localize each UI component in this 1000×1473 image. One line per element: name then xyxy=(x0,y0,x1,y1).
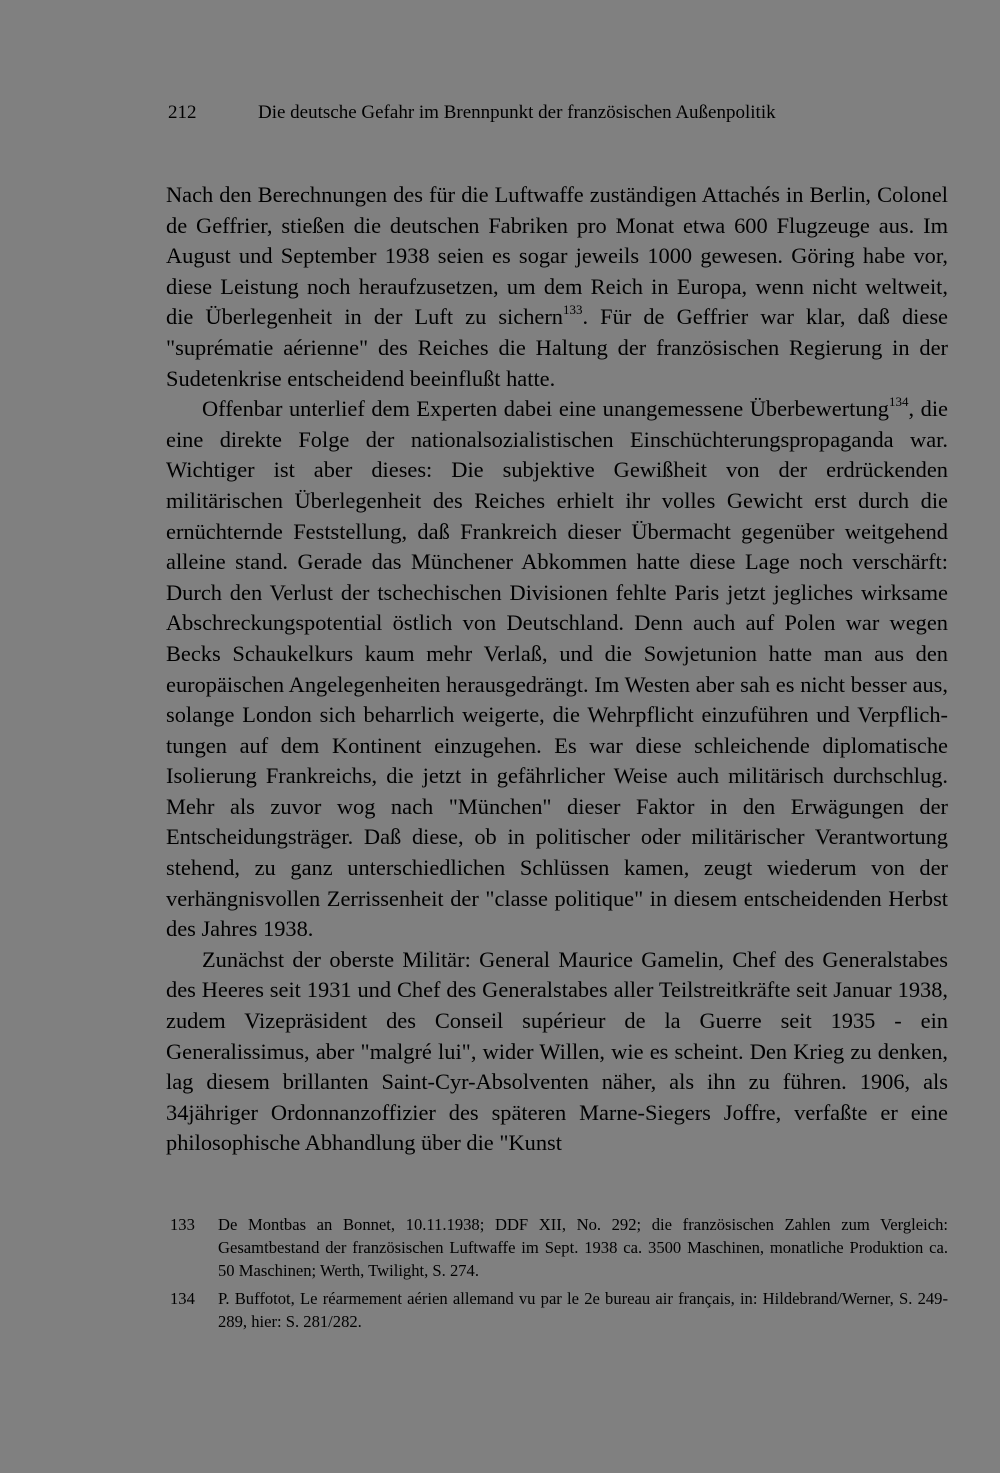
text-run: Nach den Berechnungen des für die Luftwaffe zuständigen Attachés in Berlin, Colonel de Geffrier, stießen die deutschen Fabriken pro Monat etwa 600 Flugzeuge aus. Im August und September 1938 seien es sogar jeweils 1000 gewesen. Göring habe vor, diese Leistung noch heraufzusetzen, um dem Reich in Europa, wenn nicht weltweit, die Überlegenheit in der Luft zu sichern xyxy=(166,182,948,330)
page-number: 212 xyxy=(168,102,197,123)
footnotes xyxy=(170,1213,948,1337)
footnote-text: P. Buffotot, Le réarmement aérien allemand vu par le 2e bureau air français, in: Hildebrand/Werner, S. 249-289, hier: S. 281/282. xyxy=(218,1288,948,1331)
paragraph xyxy=(166,945,948,1159)
footnote-133 xyxy=(170,1213,948,1283)
text-run: . Für de Geffrier war klar, daß diese "suprématie aérienne" des Reiches die Haltung der französischen Regierung in der Sudetenkrise entscheidend beeinflußt hatte. xyxy=(166,304,948,391)
running-head: Die deutsche Gefahr im Brennpunkt der französischen Außenpolitik xyxy=(258,102,776,123)
footnote-ref-133: 133 xyxy=(563,301,583,317)
paragraph xyxy=(166,394,948,945)
body-text xyxy=(166,180,948,1159)
page-header xyxy=(168,98,948,128)
text-run: Offenbar unterlief dem Experten dabei eine unangemessene Überbewertung xyxy=(202,396,889,422)
text-run: , die eine direkte Folge der nationalsozialistischen Einschüchterungspropaganda war. Wichtiger ist aber dieses: Die subjektive Gewißheit von der erdrückenden militärischen Überlegenheit des Reiches erhielt ihr volles Gewicht erst durch die ernüchternde Feststellung, daß Frankreich dieser Übermacht gegenüber weitgehend alleine stand. Gerade das Münchener Abkommen hatte diese Lage noch verschärft: Durch den Verlust der tschechischen Divisionen fehlte Paris jetzt jegliches wirksame Abschreckungspotential östlich von Deutschland. Denn auch auf Polen war wegen Becks Schaukelkurs kaum mehr Verlaß, und die Sowjetunion hatte man aus den europäischen Angelegenheiten herausgedrängt. Im Westen aber sah es nicht besser aus, solange London sich beharrlich weigerte, die Wehrpflicht einzuführen und Verpflichtungen auf dem Kontinent einzugehen. Es war diese schleichende diplomatische Isolierung Frankreichs, die jetzt in gefährlicher Weise auch militärisch durchschlug. Mehr als zuvor wog nach "München" dieser Faktor in den Erwägungen der Entscheidungsträger. Daß diese, ob in politischer oder militärischer Verantwortung stehend, zu ganz unterschiedlichen Schlüssen kamen, zeugt wiederum von der verhängnisvollen Zerrissenheit der "classe politique" in diesem entscheidenden Herbst des Jahres 1938. xyxy=(166,396,948,942)
footnote-134 xyxy=(170,1287,948,1333)
footnote-text: De Montbas an Bonnet, 10.11.1938; DDF XII, No. 292; die französischen Zahlen zum Vergleich: Gesamtbestand der französischen Luftwaffe im Sept. 1938 ca. 3500 Maschinen, monatliche Produktion ca. 50 Maschinen; Werth, Twilight, S. 274. xyxy=(218,1215,948,1281)
footnote-number: 133 xyxy=(170,1215,195,1234)
text-run: Zunächst der oberste Militär: General Maurice Gamelin, Chef des Generalstabes des Heeres seit 1931 und Chef des Generalstabes aller Teilstreitkräfte seit Januar 1938, zudem Vizepräsident des Conseil supérieur de la Guerre seit 1935 - ein Generalissimus, aber "malgré lui", wider Willen, wie es scheint. Den Krieg zu denken, lag diesem brillanten Saint-Cyr-Absolventen näher, als ihn zu führen. 1906, als 34jähriger Ordonnanzoffizier des späteren Marne-Siegers Joffre, verfaßte er eine philosophische Abhandlung über die "Kunst xyxy=(166,946,948,1156)
footnote-number: 134 xyxy=(170,1288,195,1308)
paragraph xyxy=(166,180,948,394)
footnote-ref-134: 134 xyxy=(888,393,909,409)
